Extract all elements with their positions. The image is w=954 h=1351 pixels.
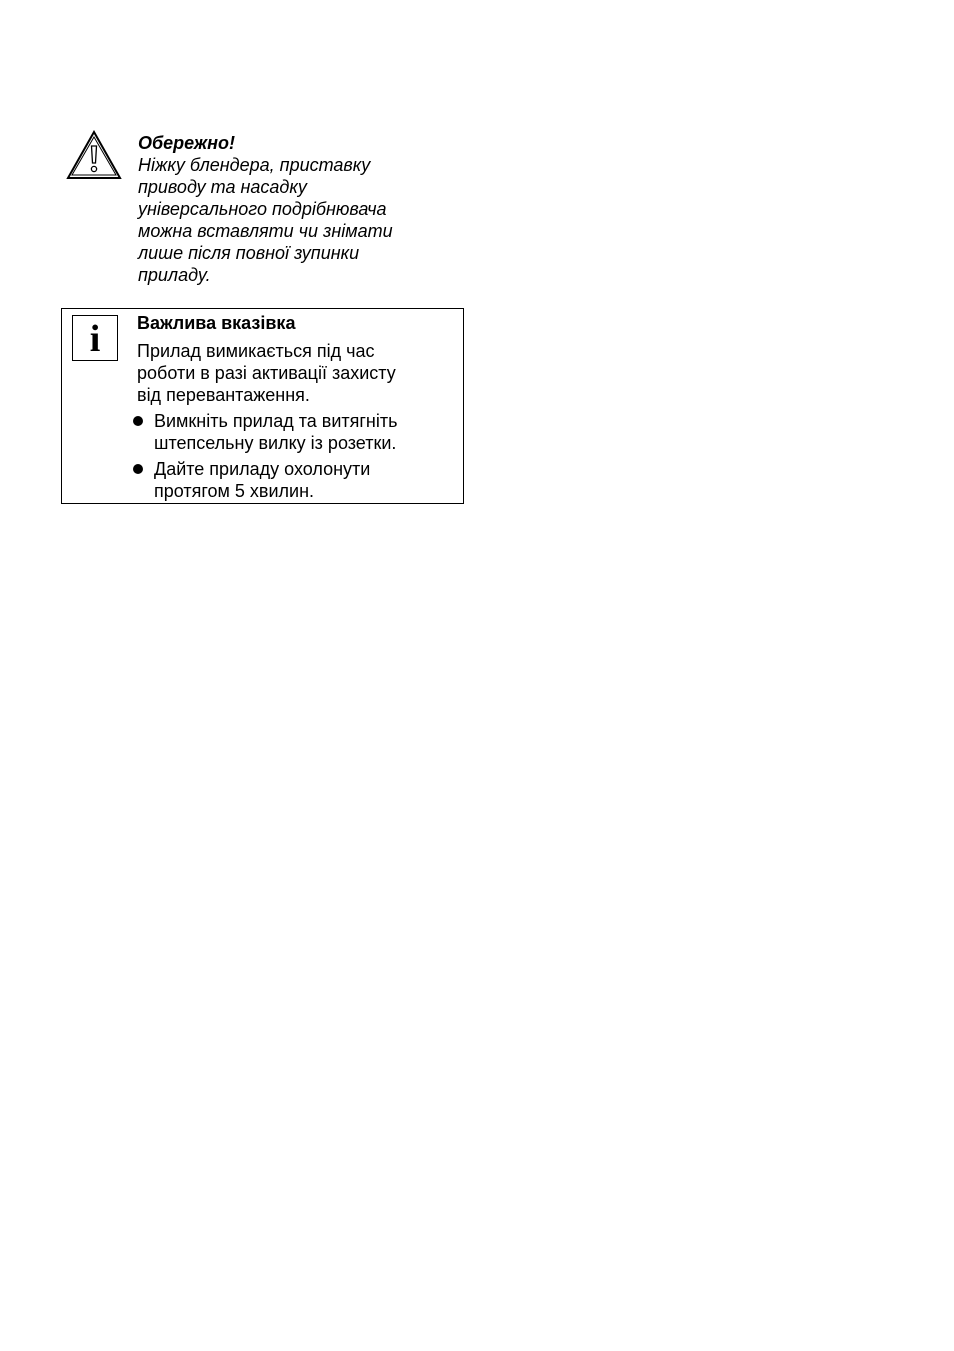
bullet-icon: [133, 416, 143, 426]
warning-triangle-icon: [66, 130, 122, 182]
note-body-line: роботи в разі активації захисту: [137, 363, 396, 383]
caution-line: лише після повної зупинки: [138, 243, 360, 263]
caution-body: [138, 154, 458, 286]
bullet-line: Дайте приладу охолонути: [154, 459, 371, 479]
important-note-box: [61, 308, 464, 504]
caution-line: Ніжку блендера, приставку: [138, 155, 371, 175]
bullet-line: штепсельну вилку із розетки.: [154, 433, 397, 453]
bullet-line: Вимкніть прилад та витягніть: [154, 411, 398, 431]
list-item: [137, 410, 457, 454]
note-content: [137, 312, 457, 506]
note-title: Важлива вказівка: [137, 313, 296, 333]
note-body: [137, 340, 457, 406]
note-body-line: Прилад вимикається під час: [137, 341, 375, 361]
info-glyph: i: [89, 318, 101, 360]
caution-line: універсального подрібнювача: [138, 199, 387, 219]
caution-line: приводу та насадку: [138, 177, 307, 197]
caution-line: приладу.: [138, 265, 211, 285]
caution-text: [138, 132, 458, 286]
caution-title: Обережно!: [138, 133, 236, 153]
bullet-icon: [133, 464, 143, 474]
note-body-line: від перевантаження.: [137, 385, 310, 405]
list-item: [137, 458, 457, 502]
info-icon: [72, 315, 118, 361]
note-bullet-list: [137, 410, 457, 502]
caution-line: можна вставляти чи знімати: [138, 221, 393, 241]
bullet-line: протягом 5 хвилин.: [154, 481, 315, 501]
